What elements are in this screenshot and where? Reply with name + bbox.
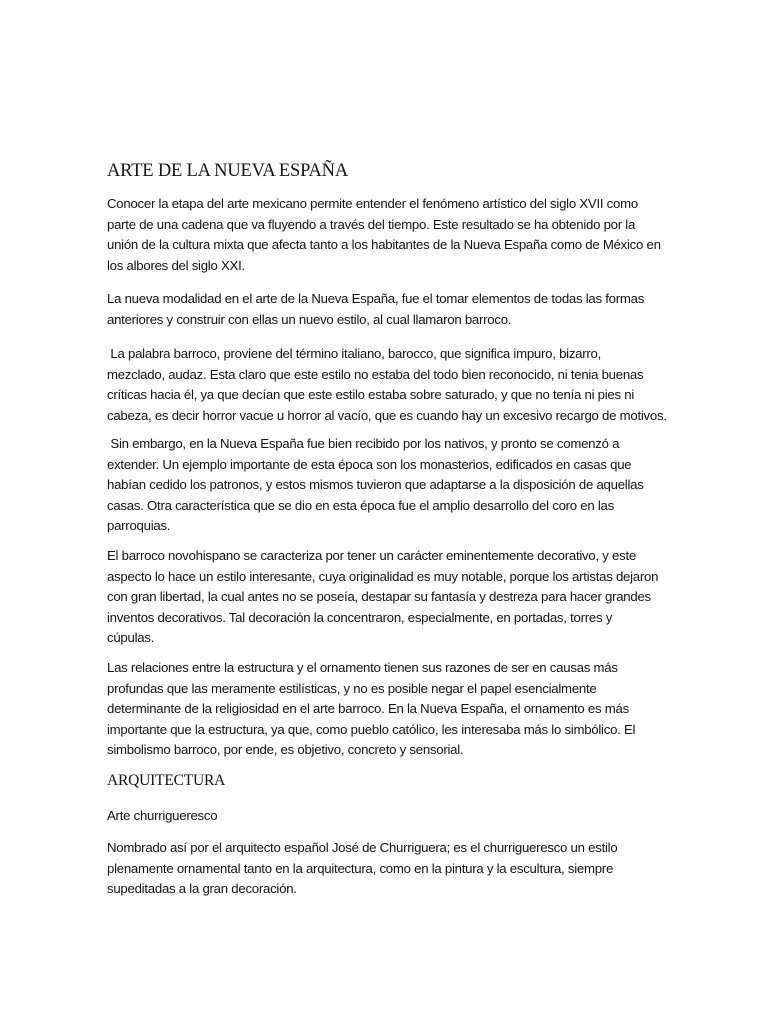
- text-line: determinante de la religiosidad en el arte barroco. En la Nueva España, el ornamento es más: [107, 701, 629, 716]
- text-line: Las relaciones entre la estructura y el ornamento tienen sus razones de ser en causas más: [107, 660, 618, 675]
- text-line: críticas hacia él, ya que decían que este estilo estaba sobre saturado, y que no tenía ni pies ni: [107, 387, 635, 402]
- subheading-arte-churrigueresco: Arte churrigueresco: [107, 808, 218, 823]
- text-line: El barroco novohispano se caracteriza por tener un carácter eminentemente decorativo, y este: [107, 548, 636, 563]
- text-line: inventos decorativos. Tal decoración la concentraron, especialmente, en portadas, torres y: [107, 609, 613, 625]
- text-line: profundas que las meramente estilísticas, y no es posible negar el papel esencialmente: [107, 680, 597, 696]
- text-line: aspecto lo hace un estilo interesante, cuya originalidad es muy notable, porque los artistas dejaron: [107, 568, 659, 584]
- text-line: Sin embargo, en la Nueva España fue bien recibido por los nativos, y pronto se comenzó a: [107, 436, 620, 451]
- text-line: importante que la estructura, ya que, como pueblo católico, les interesaba más lo simbólico. El: [107, 721, 636, 737]
- paragraph-churrigueresco: [107, 838, 673, 900]
- text-line: parte de una cadena que va fluyendo a través del tiempo. Este resultado se ha obtenido por la: [107, 216, 636, 232]
- text-line: unión de la cultura mixta que afecta tanto a los habitantes de la Nueva España como de México en: [107, 237, 661, 252]
- text-line: La nueva modalidad en el arte de la Nueva España, fue el tomar elementos de todas las formas: [107, 291, 645, 306]
- text-line: casas. Otra característica que se dio en esta época fue el amplio desarrollo del coro en las: [107, 497, 614, 513]
- paragraph-barroco-novohispano: [107, 546, 673, 649]
- document-title: ARTE DE LA NUEVA ESPAÑA: [107, 161, 348, 181]
- text-line: La palabra barroco, proviene del término italiano, barocco, que significa impuro, bizarro,: [107, 346, 602, 361]
- paragraph-modalidad: [107, 289, 673, 330]
- text-line: cabeza, es decir horror vacue u horror al vacío, que es cuando hay un excesivo recargo de motivos.: [107, 407, 667, 423]
- text-line: plenamente ornamental tanto en la arquitectura, como en la pintura y la escultura, siempre: [107, 860, 614, 876]
- paragraph-relaciones: [107, 658, 673, 761]
- text-line: Conocer la etapa del arte mexicano permite entender el fenómeno artístico del siglo XVII como: [107, 196, 638, 211]
- text-line: parroquias.: [107, 518, 171, 533]
- text-line: Nombrado así por el arquitecto español José de Churriguera; es el churrigueresco un estilo: [107, 840, 618, 855]
- paragraph-intro: [107, 194, 673, 276]
- text-line: supeditadas a la gran decoración.: [107, 881, 297, 896]
- text-line: los albores del siglo XXI.: [107, 257, 245, 273]
- paragraph-palabra-barroco: [107, 344, 673, 426]
- text-line: mezclado, audaz. Esta claro que este estilo no estaba del todo bien reconocido, ni tenia buenas: [107, 366, 644, 382]
- text-line: simbolismo barroco, por ende, es objetivo, concreto y sensorial.: [107, 742, 464, 757]
- text-line: anteriores y construir con ellas un nuevo estilo, al cual llamaron barroco.: [107, 311, 512, 327]
- text-line: extender. Un ejemplo importante de esta época son los monasterios, edificados en casas que: [107, 456, 632, 472]
- text-line: cúpulas.: [107, 630, 155, 645]
- section-heading-arquitectura: ARQUITECTURA: [107, 772, 226, 789]
- text-line: habían cedido los patronos, y estos mismos tuvieron que adaptarse a la disposición de aquellas: [107, 477, 644, 492]
- paragraph-sin-embargo: [107, 434, 673, 537]
- text-line: con gran libertad, la cual antes no se poseía, destapar su fantasía y destreza para hacer grandes: [107, 589, 651, 604]
